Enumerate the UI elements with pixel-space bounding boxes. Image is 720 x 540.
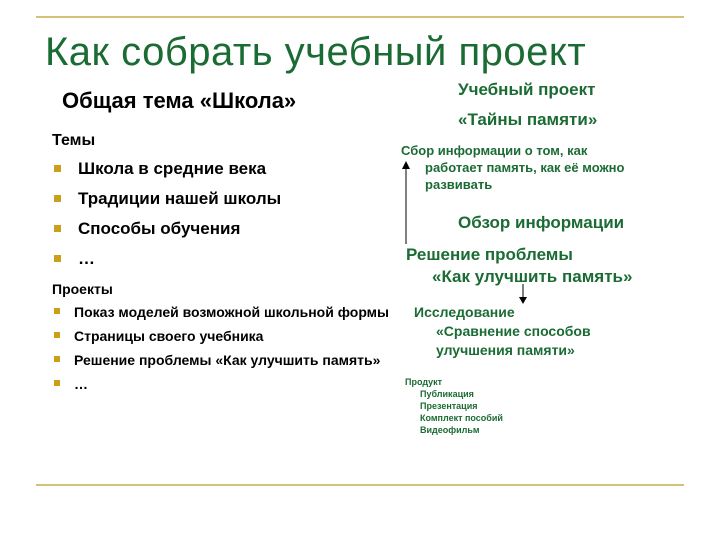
- up-arrow-icon: [402, 161, 410, 244]
- product-label: Продукт: [405, 377, 443, 387]
- theme-item: …: [52, 248, 402, 269]
- research-line2: «Сравнение способов: [436, 323, 591, 339]
- bottom-rule: [36, 484, 684, 486]
- overview-step: Обзор информации: [458, 213, 625, 232]
- projects-label: Проекты: [52, 281, 113, 297]
- themes-label: Темы: [52, 132, 96, 149]
- solution-line1: Решение проблемы: [406, 245, 573, 264]
- down-arrow-icon: [519, 284, 527, 304]
- product-item: Видеофильм: [420, 425, 480, 435]
- theme-item: Способы обучения: [52, 218, 402, 239]
- solution-line2: «Как улучшить память»: [432, 267, 633, 286]
- theme-item: Школа в средние века: [52, 158, 402, 179]
- slide-subtitle: Общая тема «Школа»: [62, 88, 297, 113]
- theme-item: Традиции нашей школы: [52, 188, 402, 209]
- product-item: Публикация: [420, 389, 474, 399]
- product-item: Комплект пособий: [420, 413, 503, 423]
- collect-info-line2: работает память, как её можно: [425, 160, 625, 175]
- collect-info-line1: Сбор информации о том, как: [401, 143, 588, 158]
- project-item: Показ моделей возможной школьной формы: [52, 303, 402, 321]
- product-item: Презентация: [420, 401, 478, 411]
- project-heading-line2: «Тайны памяти»: [458, 110, 598, 129]
- project-item: Решение проблемы «Как улучшить память»: [52, 351, 402, 369]
- slide-title: Как собрать учебный проект: [45, 30, 587, 74]
- project-heading-line1: Учебный проект: [458, 80, 596, 99]
- collect-info-line3: развивать: [425, 177, 493, 192]
- project-item: Страницы своего учебника: [52, 327, 402, 345]
- project-item: …: [52, 375, 402, 393]
- research-line3: улучшения памяти»: [436, 342, 575, 358]
- research-line1: Исследование: [414, 304, 515, 320]
